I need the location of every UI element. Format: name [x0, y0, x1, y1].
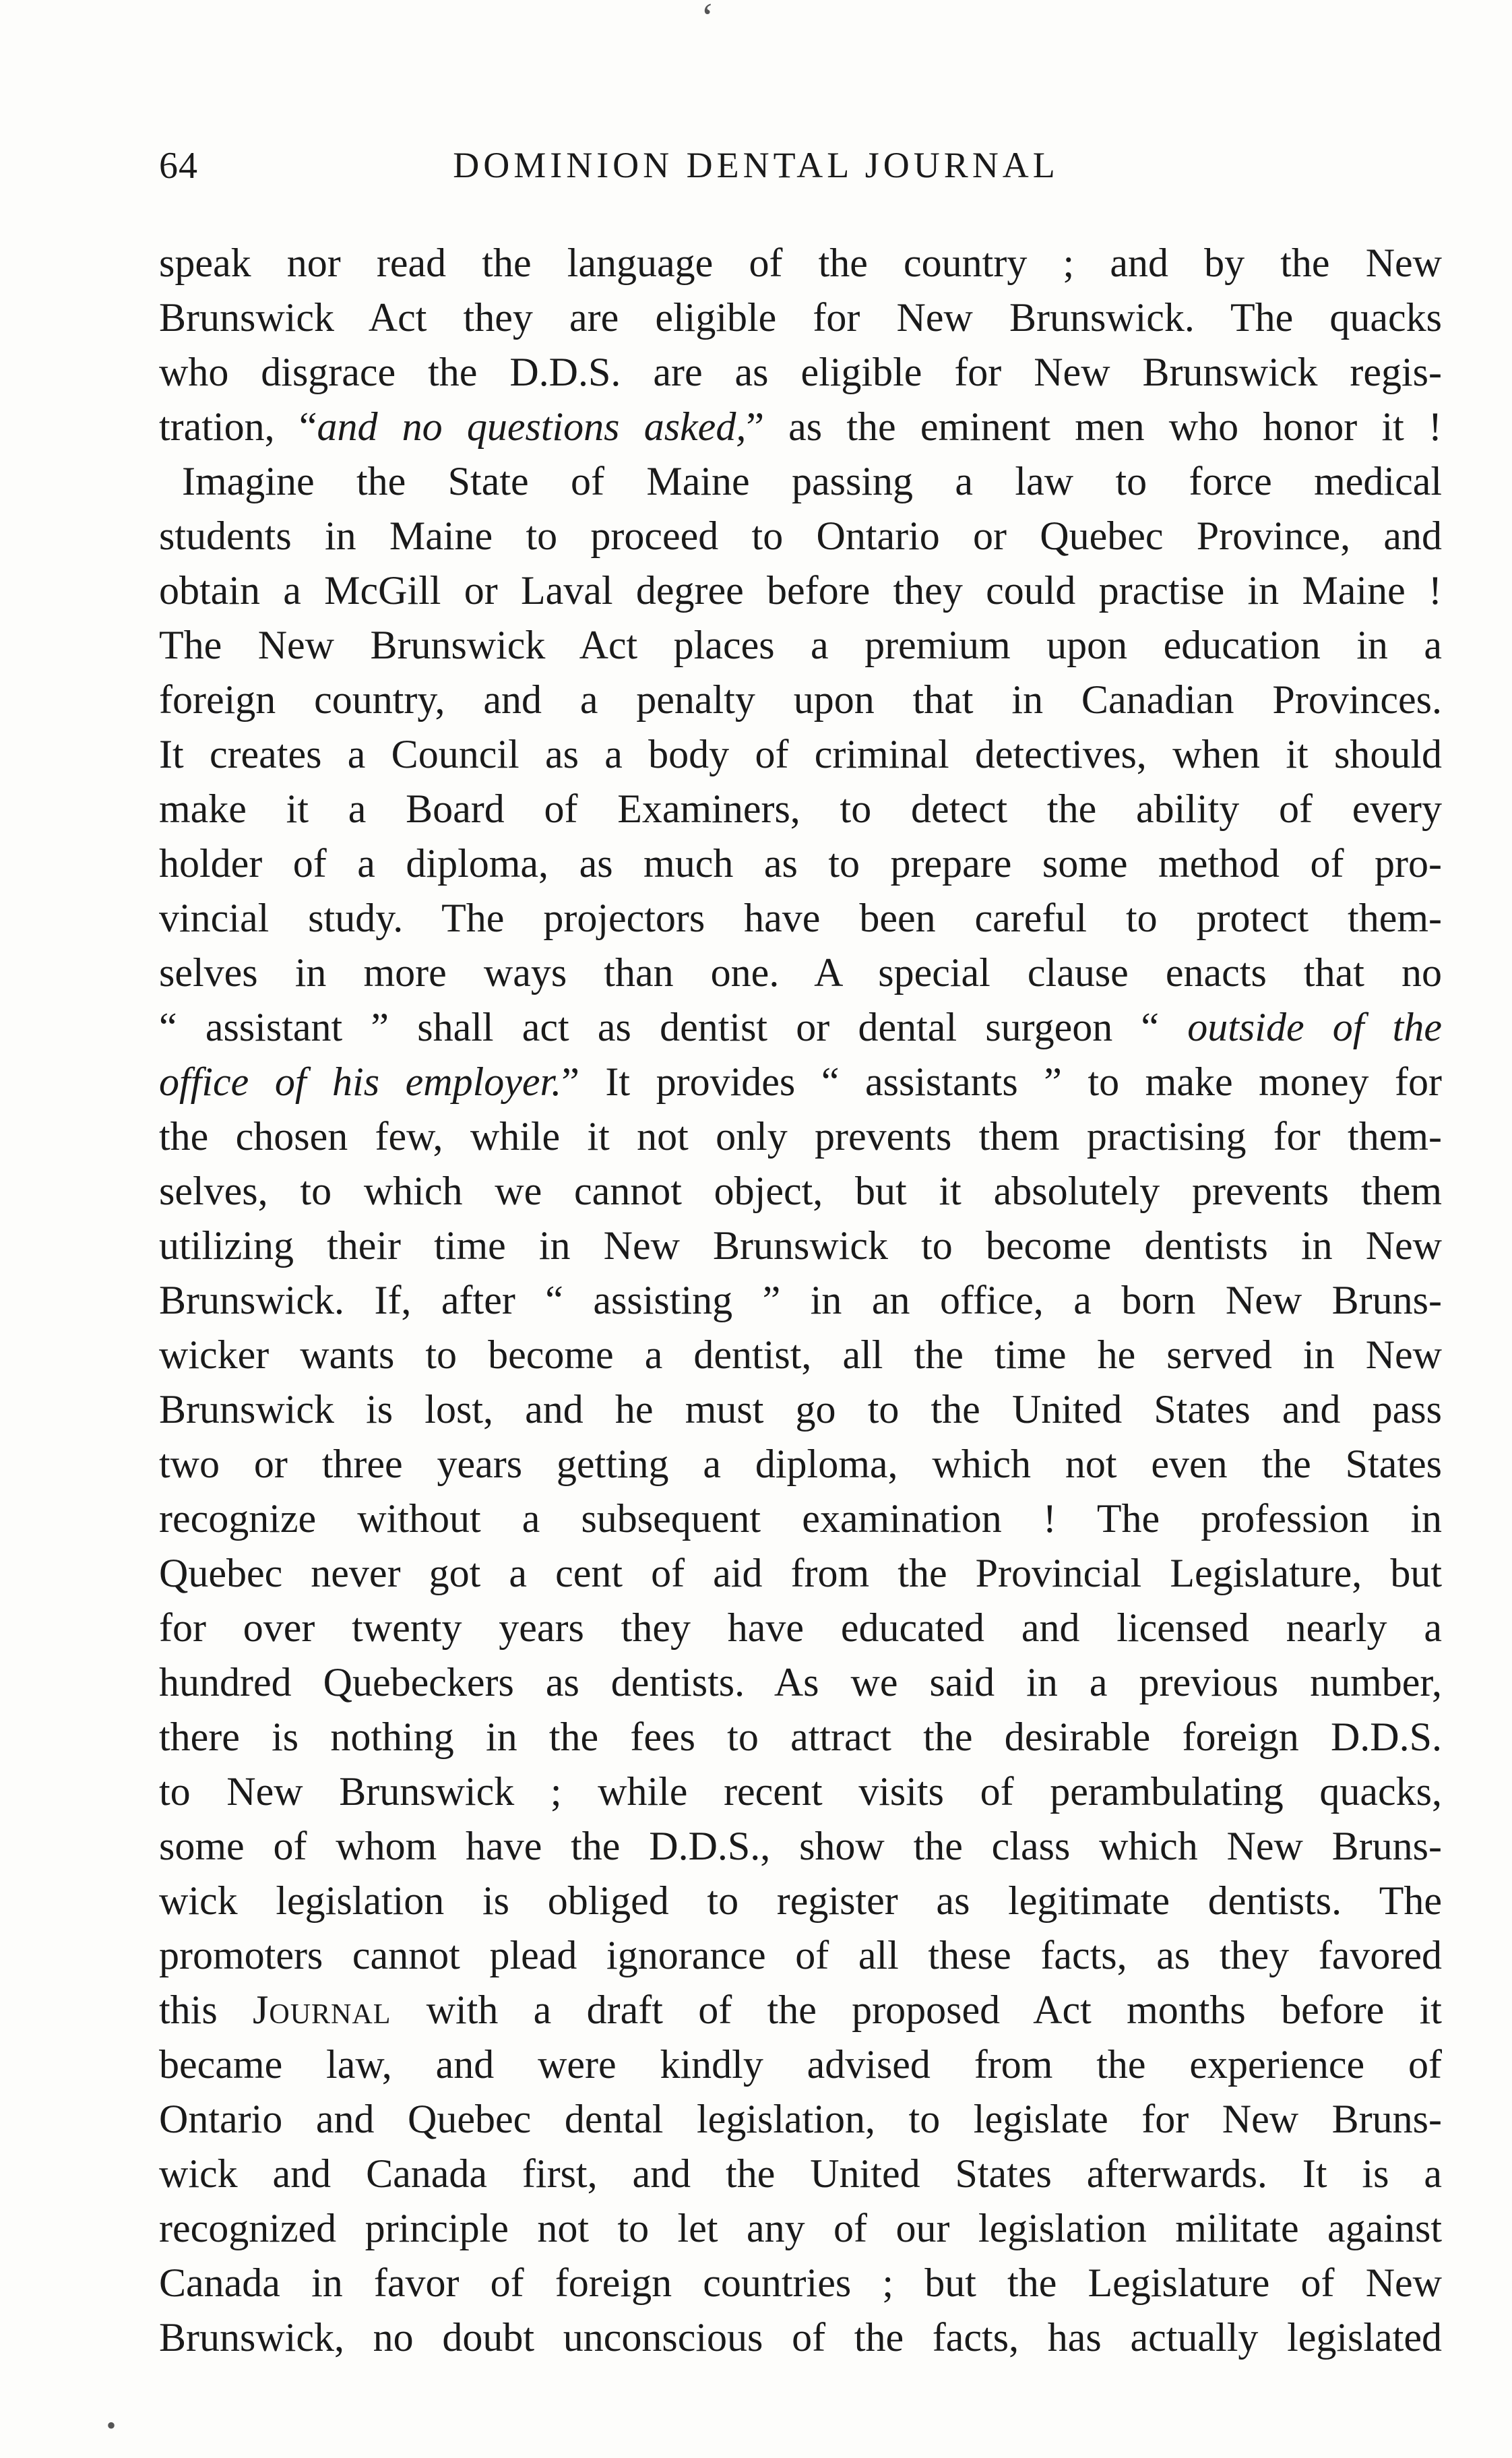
- line-text: Brunswick. If, after “ assisting ” in an office, a born New Bruns-: [159, 1278, 1442, 1322]
- text-line: [159, 454, 1442, 509]
- line-text: wick and Canada first, and the United States afterwards. It is a: [159, 2151, 1442, 2196]
- line-text: promoters cannot plead ignorance of all these facts, as they favored: [159, 1933, 1442, 1977]
- text-line: [159, 1219, 1442, 1273]
- line-text: Canada in favor of foreign countries ; but the Legislature of New: [159, 2261, 1442, 2305]
- line-text: became law, and were kindly advised from the experience of: [159, 2042, 1442, 2087]
- line-text: the chosen few, while it not only prevents them practising for them-: [159, 1114, 1442, 1159]
- line-text: utilizing their time in New Brunswick to become dentists in New: [159, 1223, 1442, 1268]
- line-text: make it a Board of Examiners, to detect the ability of every: [159, 787, 1442, 831]
- text-line: [159, 2310, 1442, 2365]
- line-text: hundred Quebeckers as dentists. As we said in a previous number,: [159, 1660, 1442, 1704]
- text-line: [159, 1382, 1442, 1437]
- text-line: [159, 1546, 1442, 1601]
- text-line: [159, 2201, 1442, 2256]
- text-line: [159, 1164, 1442, 1219]
- text-line: [159, 1874, 1442, 1928]
- text-line: [159, 1273, 1442, 1328]
- line-text: Ontario and Quebec dental legislation, to legislate for New Bruns-: [159, 2097, 1442, 2141]
- page-number: 64: [159, 145, 198, 187]
- ink-speck-mark: ‘: [701, 0, 714, 40]
- text-line: [159, 618, 1442, 673]
- line-text: The New Brunswick Act places a premium upon education in a: [159, 623, 1442, 667]
- text-line: [159, 782, 1442, 836]
- text-line: [159, 1928, 1442, 1983]
- text-line: [159, 891, 1442, 946]
- body-text: [159, 236, 1442, 2365]
- line-text: some of whom have the D.D.S., show the class which New Bruns-: [159, 1824, 1442, 1868]
- text-line: [159, 1328, 1442, 1382]
- line-text: Brunswick Act they are eligible for New Brunswick. The quacks: [159, 295, 1442, 340]
- line-text: ” as the eminent men who honor it !: [746, 404, 1442, 449]
- line-text: with a draft of the proposed Act months before it: [391, 1988, 1442, 2032]
- line-text: foreign country, and a penalty upon that in Canadian Provinces.: [159, 677, 1442, 722]
- text-line: [159, 2147, 1442, 2201]
- line-text: recognized principle not to let any of our legislation militate against: [159, 2206, 1442, 2250]
- text-line: [159, 400, 1442, 454]
- italic-text: office of his employer.: [159, 1059, 562, 1104]
- text-line: [159, 727, 1442, 782]
- line-text: two or three years getting a diploma, which not even the States: [159, 1442, 1442, 1486]
- text-line: [159, 1983, 1442, 2037]
- running-title: DOMINION DENTAL JOURNAL: [453, 145, 1059, 185]
- line-text: for over twenty years they have educated and licensed nearly a: [159, 1605, 1442, 1650]
- line-text: selves, to which we cannot object, but it absolutely prevents them: [159, 1169, 1442, 1213]
- line-text: speak nor read the language of the country ; and by the New: [159, 241, 1442, 285]
- journal-name: Journal: [253, 1988, 391, 2032]
- text-line: [159, 1710, 1442, 1764]
- text-line: [159, 2092, 1442, 2147]
- line-text: to New Brunswick ; while recent visits of perambulating quacks,: [159, 1769, 1442, 1814]
- text-line: [159, 509, 1442, 563]
- line-text: “ assistant ” shall act as dentist or dental surgeon “: [159, 1005, 1188, 1049]
- page-header: [159, 144, 1353, 198]
- line-text: this: [159, 1988, 253, 2032]
- text-line: [159, 290, 1442, 345]
- line-text: who disgrace the D.D.S. are as eligible for New Brunswick regis-: [159, 350, 1442, 394]
- text-line: [159, 836, 1442, 891]
- text-line: [159, 236, 1442, 290]
- line-text: wick legislation is obliged to register as legitimate dentists. The: [159, 1878, 1442, 1923]
- line-text: Brunswick is lost, and he must go to the United States and pass: [159, 1387, 1442, 1432]
- ink-speck-mark: •: [106, 2410, 117, 2440]
- line-text: there is nothing in the fees to attract the desirable foreign D.D.S.: [159, 1715, 1442, 1759]
- italic-text: and no questions asked,: [317, 404, 747, 449]
- text-line: [159, 1601, 1442, 1655]
- text-line: [159, 563, 1442, 618]
- line-text: tration, “: [159, 404, 317, 449]
- italic-text: outside of the: [1187, 1005, 1442, 1049]
- text-line: [159, 1000, 1442, 1055]
- line-text: It creates a Council as a body of criminal detectives, when it should: [159, 732, 1442, 776]
- line-text: students in Maine to proceed to Ontario or Quebec Province, and: [159, 514, 1442, 558]
- text-line: [159, 345, 1442, 400]
- text-line: [159, 1055, 1442, 1109]
- line-text: vincial study. The projectors have been careful to protect them-: [159, 896, 1442, 940]
- line-text: Quebec never got a cent of aid from the Provincial Legislature, but: [159, 1551, 1442, 1595]
- line-text: recognize without a subsequent examination ! The profession in: [159, 1496, 1442, 1541]
- line-text: obtain a McGill or Laval degree before they could practise in Maine !: [159, 568, 1442, 613]
- line-text: ” It provides “ assistants ” to make money for: [561, 1059, 1442, 1104]
- text-line: [159, 1764, 1442, 1819]
- text-line: [159, 1492, 1442, 1546]
- text-line: [159, 946, 1442, 1000]
- text-line: [159, 1655, 1442, 1710]
- text-line: [159, 1437, 1442, 1492]
- line-text: selves in more ways than one. A special clause enacts that no: [159, 950, 1442, 995]
- text-line: [159, 2037, 1442, 2092]
- text-line: [159, 673, 1442, 727]
- line-text: holder of a diploma, as much as to prepare some method of pro-: [159, 841, 1442, 886]
- line-text: Brunswick, no doubt unconscious of the facts, has actually legislated: [159, 2315, 1442, 2360]
- text-line: [159, 1819, 1442, 1874]
- line-text: wicker wants to become a dentist, all the time he served in New: [159, 1332, 1442, 1377]
- text-line: [159, 2256, 1442, 2310]
- text-line: [159, 1109, 1442, 1164]
- line-text: Imagine the State of Maine passing a law to force medical: [182, 459, 1442, 503]
